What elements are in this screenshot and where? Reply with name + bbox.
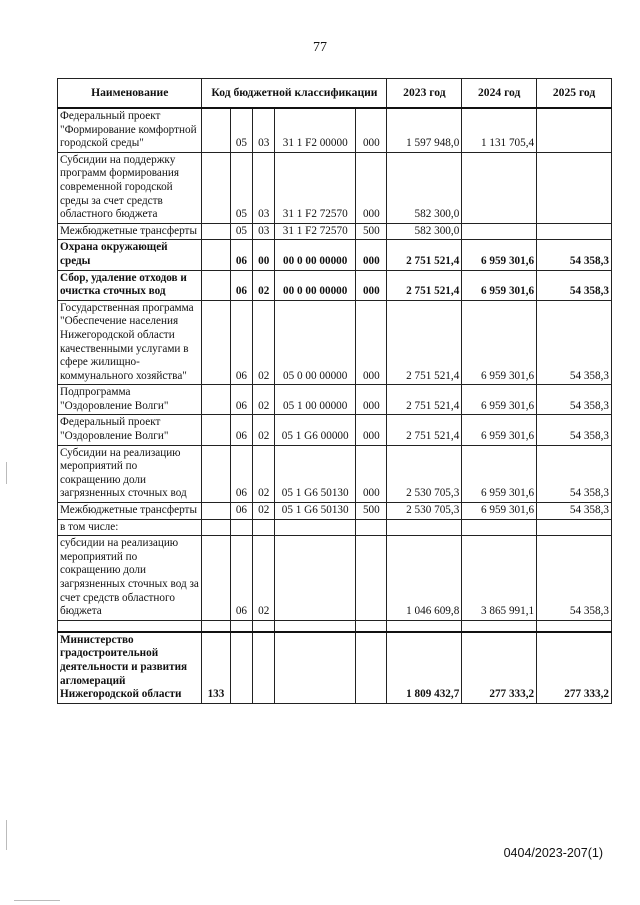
table-row xyxy=(58,108,612,152)
cell-subsection: 02 xyxy=(253,300,275,385)
cell-expense-type xyxy=(356,536,387,621)
cell-grbs xyxy=(202,108,230,152)
table-row xyxy=(58,632,612,703)
cell-2025: 54 358,3 xyxy=(537,536,612,621)
cell-grbs xyxy=(202,300,230,385)
cell-name: Охрана окружающей среды xyxy=(58,240,202,270)
cell-subsection: 02 xyxy=(253,536,275,621)
cell-grbs xyxy=(202,240,230,270)
cell-grbs xyxy=(202,503,230,520)
table-row xyxy=(58,620,612,632)
cell-2023: 2 751 521,4 xyxy=(387,270,462,300)
cell-grbs xyxy=(202,415,230,445)
cell-subsection: 02 xyxy=(253,385,275,415)
cell-name: Субсидии на поддержку программ формирования современной городской среды за счет средств областного бюджета xyxy=(58,152,202,223)
budget-table xyxy=(57,78,612,704)
cell-2024 xyxy=(462,223,537,240)
table-row xyxy=(58,415,612,445)
table-row xyxy=(58,152,612,223)
cell-2023: 582 300,0 xyxy=(387,152,462,223)
cell-2024 xyxy=(462,620,537,632)
cell-2024: 1 131 705,4 xyxy=(462,108,537,152)
cell-2025: 54 358,3 xyxy=(537,445,612,502)
cell-expense-type xyxy=(356,632,387,703)
cell-subsection xyxy=(253,632,275,703)
document-code: 0404/2023-207(1) xyxy=(503,846,603,860)
cell-2025: 54 358,3 xyxy=(537,385,612,415)
cell-2025: 54 358,3 xyxy=(537,503,612,520)
cell-name: в том числе: xyxy=(58,519,202,536)
cell-2023 xyxy=(387,519,462,536)
page-number: 77 xyxy=(313,40,327,55)
margin-mark xyxy=(14,900,60,901)
cell-target-code: 05 1 G6 50130 xyxy=(275,445,356,502)
cell-expense-type: 000 xyxy=(356,152,387,223)
cell-2025: 54 358,3 xyxy=(537,415,612,445)
cell-section xyxy=(230,632,253,703)
cell-target-code: 31 1 F2 72570 xyxy=(275,223,356,240)
cell-2023: 2 530 705,3 xyxy=(387,503,462,520)
cell-target-code: 31 1 F2 72570 xyxy=(275,152,356,223)
cell-2023: 1 809 432,7 xyxy=(387,632,462,703)
cell-name: Подпрограмма "Оздоровление Волги" xyxy=(58,385,202,415)
cell-name xyxy=(58,620,202,632)
cell-target-code: 05 1 G6 50130 xyxy=(275,503,356,520)
header-2024: 2024 год xyxy=(462,79,537,109)
cell-section: 06 xyxy=(230,240,253,270)
cell-2024 xyxy=(462,152,537,223)
cell-subsection: 03 xyxy=(253,223,275,240)
cell-subsection: 02 xyxy=(253,415,275,445)
cell-2024: 6 959 301,6 xyxy=(462,385,537,415)
cell-target-code xyxy=(275,632,356,703)
cell-target-code: 05 0 00 00000 xyxy=(275,300,356,385)
cell-grbs xyxy=(202,223,230,240)
cell-2024: 6 959 301,6 xyxy=(462,445,537,502)
cell-name: Федеральный проект "Формирование комфортной городской среды" xyxy=(58,108,202,152)
cell-expense-type: 500 xyxy=(356,503,387,520)
cell-2024: 6 959 301,6 xyxy=(462,415,537,445)
cell-section: 06 xyxy=(230,503,253,520)
cell-expense-type: 000 xyxy=(356,240,387,270)
cell-2023: 2 751 521,4 xyxy=(387,415,462,445)
cell-grbs xyxy=(202,445,230,502)
table-row xyxy=(58,536,612,621)
table-row xyxy=(58,519,612,536)
cell-grbs xyxy=(202,152,230,223)
cell-target-code: 05 1 G6 00000 xyxy=(275,415,356,445)
cell-section: 06 xyxy=(230,445,253,502)
header-code: Код бюджетной классификации xyxy=(202,79,387,109)
cell-2024: 6 959 301,6 xyxy=(462,270,537,300)
cell-section: 06 xyxy=(230,415,253,445)
header-2025: 2025 год xyxy=(537,79,612,109)
cell-target-code xyxy=(275,536,356,621)
header-name: Наименование xyxy=(58,79,202,109)
table-row xyxy=(58,223,612,240)
cell-2023: 2 751 521,4 xyxy=(387,300,462,385)
cell-expense-type xyxy=(356,620,387,632)
cell-2025 xyxy=(537,223,612,240)
cell-grbs xyxy=(202,385,230,415)
margin-mark xyxy=(6,820,7,850)
cell-expense-type: 000 xyxy=(356,385,387,415)
cell-2023: 582 300,0 xyxy=(387,223,462,240)
table-row xyxy=(58,385,612,415)
cell-2025 xyxy=(537,108,612,152)
cell-subsection xyxy=(253,620,275,632)
cell-2023: 1 597 948,0 xyxy=(387,108,462,152)
cell-expense-type: 500 xyxy=(356,223,387,240)
cell-subsection: 02 xyxy=(253,445,275,502)
cell-name: Межбюджетные трансферты xyxy=(58,503,202,520)
cell-section: 05 xyxy=(230,223,253,240)
cell-2023: 2 530 705,3 xyxy=(387,445,462,502)
cell-expense-type: 000 xyxy=(356,445,387,502)
cell-expense-type: 000 xyxy=(356,108,387,152)
cell-2025: 54 358,3 xyxy=(537,300,612,385)
cell-name: Федеральный проект "Оздоровление Волги" xyxy=(58,415,202,445)
cell-2023 xyxy=(387,620,462,632)
cell-subsection: 02 xyxy=(253,270,275,300)
cell-2025 xyxy=(537,620,612,632)
cell-2024: 6 959 301,6 xyxy=(462,300,537,385)
table-row xyxy=(58,240,612,270)
cell-2023: 1 046 609,8 xyxy=(387,536,462,621)
cell-grbs xyxy=(202,270,230,300)
cell-target-code: 05 1 00 00000 xyxy=(275,385,356,415)
cell-grbs: 133 xyxy=(202,632,230,703)
cell-subsection: 03 xyxy=(253,108,275,152)
table-row xyxy=(58,503,612,520)
cell-name: Министерство градостроительной деятельности и развития агломераций Нижегородской области xyxy=(58,632,202,703)
cell-subsection xyxy=(253,519,275,536)
cell-target-code xyxy=(275,620,356,632)
cell-expense-type: 000 xyxy=(356,300,387,385)
cell-expense-type: 000 xyxy=(356,270,387,300)
table-body xyxy=(58,108,612,703)
table-header-row xyxy=(58,79,612,109)
cell-2024: 6 959 301,6 xyxy=(462,240,537,270)
cell-subsection: 03 xyxy=(253,152,275,223)
cell-name: Сбор, удаление отходов и очистка сточных вод xyxy=(58,270,202,300)
table-row xyxy=(58,445,612,502)
cell-2024: 3 865 991,1 xyxy=(462,536,537,621)
cell-2025 xyxy=(537,519,612,536)
cell-subsection: 00 xyxy=(253,240,275,270)
cell-expense-type xyxy=(356,519,387,536)
cell-grbs xyxy=(202,519,230,536)
cell-2024: 277 333,2 xyxy=(462,632,537,703)
cell-subsection: 02 xyxy=(253,503,275,520)
cell-2025: 54 358,3 xyxy=(537,270,612,300)
cell-section: 05 xyxy=(230,152,253,223)
cell-name: Государственная программа "Обеспечение населения Нижегородской области качественными услугами в сфере жилищно-коммунального хозяйства" xyxy=(58,300,202,385)
cell-2025: 54 358,3 xyxy=(537,240,612,270)
margin-mark xyxy=(6,462,7,484)
cell-section: 06 xyxy=(230,300,253,385)
cell-section xyxy=(230,620,253,632)
cell-2024: 6 959 301,6 xyxy=(462,503,537,520)
cell-2023: 2 751 521,4 xyxy=(387,240,462,270)
cell-section: 06 xyxy=(230,536,253,621)
cell-target-code: 00 0 00 00000 xyxy=(275,240,356,270)
cell-grbs xyxy=(202,536,230,621)
cell-name: Субсидии на реализацию мероприятий по сокращению доли загрязненных сточных вод xyxy=(58,445,202,502)
cell-grbs xyxy=(202,620,230,632)
table-row xyxy=(58,300,612,385)
cell-section: 06 xyxy=(230,270,253,300)
cell-target-code: 31 1 F2 00000 xyxy=(275,108,356,152)
cell-name: Межбюджетные трансферты xyxy=(58,223,202,240)
cell-section: 06 xyxy=(230,385,253,415)
header-2023: 2023 год xyxy=(387,79,462,109)
table-row xyxy=(58,270,612,300)
cell-section: 05 xyxy=(230,108,253,152)
cell-section xyxy=(230,519,253,536)
cell-target-code: 00 0 00 00000 xyxy=(275,270,356,300)
cell-name: субсидии на реализацию мероприятий по сокращению доли загрязненных сточных вод за счет средств областного бюджета xyxy=(58,536,202,621)
cell-2023: 2 751 521,4 xyxy=(387,385,462,415)
cell-2024 xyxy=(462,519,537,536)
cell-2025: 277 333,2 xyxy=(537,632,612,703)
cell-expense-type: 000 xyxy=(356,415,387,445)
cell-target-code xyxy=(275,519,356,536)
cell-2025 xyxy=(537,152,612,223)
